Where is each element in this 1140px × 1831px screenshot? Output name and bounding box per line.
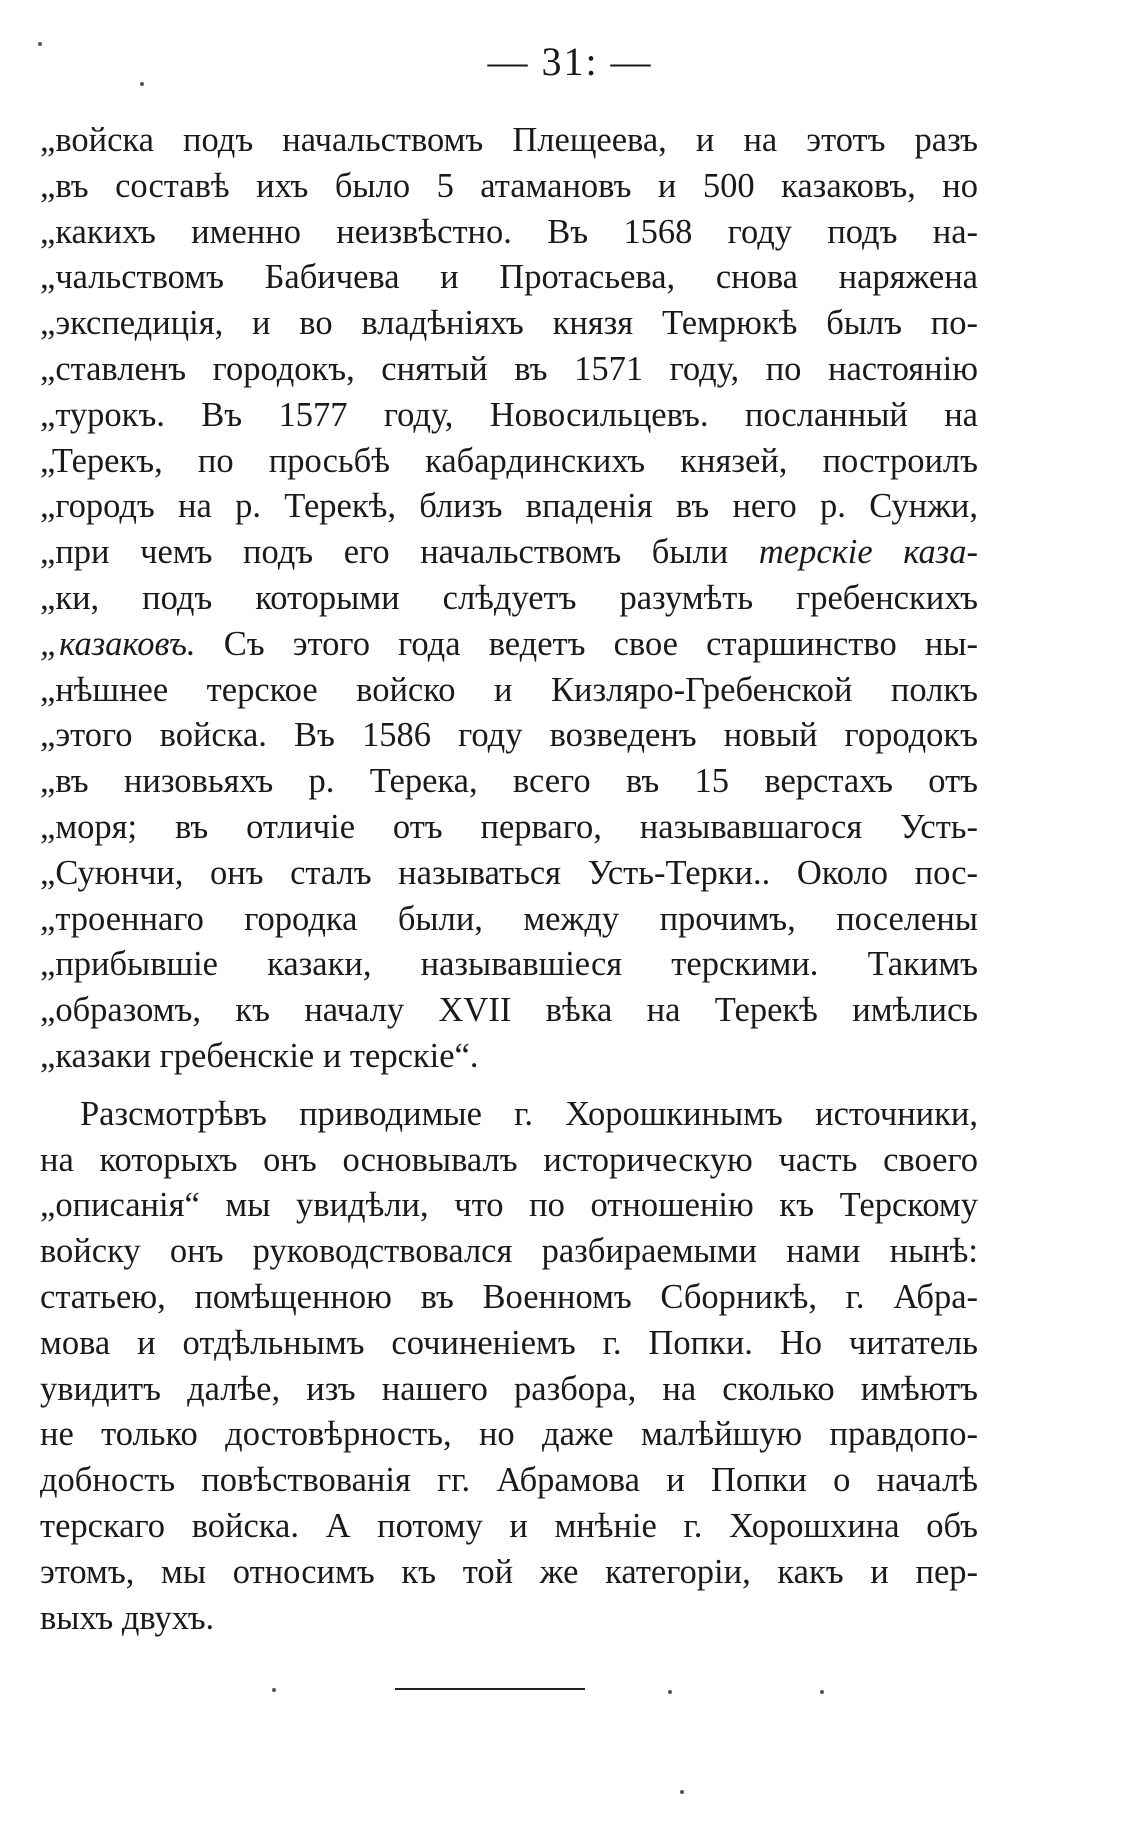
paragraph-line: статьею, помѣщенною въ Военномъ Сборникѣ, г. Абра- (40, 1277, 978, 1316)
quote-line-italic: „ки, подъ которыми слѣдуетъ разумѣть гребенскихъ (40, 578, 978, 617)
paragraph-line: терскаго войска. А потому и мнѣніе г. Хорошхина объ (40, 1506, 978, 1545)
scan-speck (140, 82, 144, 86)
italic-phrase: терскіе каза- (758, 533, 978, 572)
quote-line-text: Съ этого года ведетъ свое старшинство ны- (195, 624, 978, 663)
quote-line: „нѣшнее терское войско и Кизляро-Гребенской полкъ (40, 670, 978, 709)
quote-line: „Суюнчи, онъ сталъ называться Усть-Терки.. Около пос- (40, 853, 978, 892)
quote-line: „турокъ. Въ 1577 году, Новосильцевъ. посланный на (40, 395, 978, 434)
quote-line: „прибывшіе казаки, называвшіеся терскими. Такимъ (40, 945, 978, 984)
paragraph-line: на которыхъ онъ основывалъ историческую часть своего (40, 1140, 978, 1179)
quote-line: „какихъ именно неизвѣстно. Въ 1568 году подъ на- (40, 212, 978, 251)
quote-line: „въ составѣ ихъ было 5 атамановъ и 500 казаковъ, но (40, 166, 978, 205)
scan-speck (820, 1690, 824, 1694)
paragraph-line: войску онъ руководствовался разбираемыми нами нынѣ: (40, 1232, 978, 1271)
paragraph-line: „описанія“ мы увидѣли, что по отношенію къ Терскому (40, 1186, 978, 1225)
scan-speck (38, 42, 42, 46)
bleed-through-rule (395, 1688, 585, 1690)
quote-line-last: „казаки гребенскіе и терскіе“. (40, 1036, 479, 1075)
scan-speck (680, 1790, 684, 1794)
italic-phrase: „казаковъ. (40, 624, 196, 663)
quote-line: „образомъ, къ началу XVII вѣка на Терекѣ имѣлись (40, 991, 978, 1030)
quote-line: „троеннаго городка были, между прочимъ, поселены (40, 899, 978, 938)
scan-speck (272, 1688, 276, 1692)
paragraph-line: Разсмотрѣвъ приводимые г. Хорошкинымъ источники, (80, 1094, 978, 1133)
quote-line: „этого войска. Въ 1586 году возведенъ новый городокъ (40, 716, 978, 755)
paragraph-line: этомъ, мы относимъ къ той же категоріи, какъ и пер- (40, 1552, 978, 1591)
quote-line-mixed (40, 530, 978, 576)
paragraph-line: добность повѣствованія гг. Абрамова и Попки о началѣ (40, 1461, 978, 1500)
quote-line: „въ низовьяхъ р. Терека, всего въ 15 верстахъ отъ (40, 762, 978, 801)
paragraph-line: не только достовѣрность, но даже малѣйшую правдопо- (40, 1415, 978, 1454)
quote-line: „ставленъ городокъ, снятый въ 1571 году, по настоянію (40, 349, 978, 388)
quote-line-mixed (40, 622, 978, 668)
paragraph-line: мова и отдѣльнымъ сочиненіемъ г. Попки. Но читатель (40, 1323, 978, 1362)
quote-line: „чальствомъ Бабичева и Протасьева, снова наряжена (40, 258, 978, 297)
paragraph-line-last: выхъ двухъ. (40, 1598, 215, 1637)
quote-line: „экспедиція, и во владѣніяхъ князя Темрюкѣ былъ по- (40, 304, 978, 343)
scan-speck (668, 1690, 672, 1694)
quote-line: „моря; въ отличіе отъ перваго, называвшагося Усть- (40, 807, 978, 846)
quote-line: „городъ на р. Терекѣ, близъ впаденія въ него р. Сунжи, (40, 487, 978, 526)
paragraph-line: увидитъ далѣе, изъ нашего разбора, на сколько имѣютъ (40, 1369, 978, 1408)
quote-line-text: „при чемъ подъ его начальствомъ были (40, 533, 729, 572)
paragraph-gap (40, 1080, 978, 1092)
quote-line: „Терекъ, по просьбѣ кабардинскихъ князей, построилъ (40, 441, 978, 480)
page-number: — 31: — (487, 39, 653, 84)
quote-line: „войска подъ начальствомъ Плещеева, и на этотъ разъ (40, 121, 978, 159)
main-text (40, 118, 978, 1641)
